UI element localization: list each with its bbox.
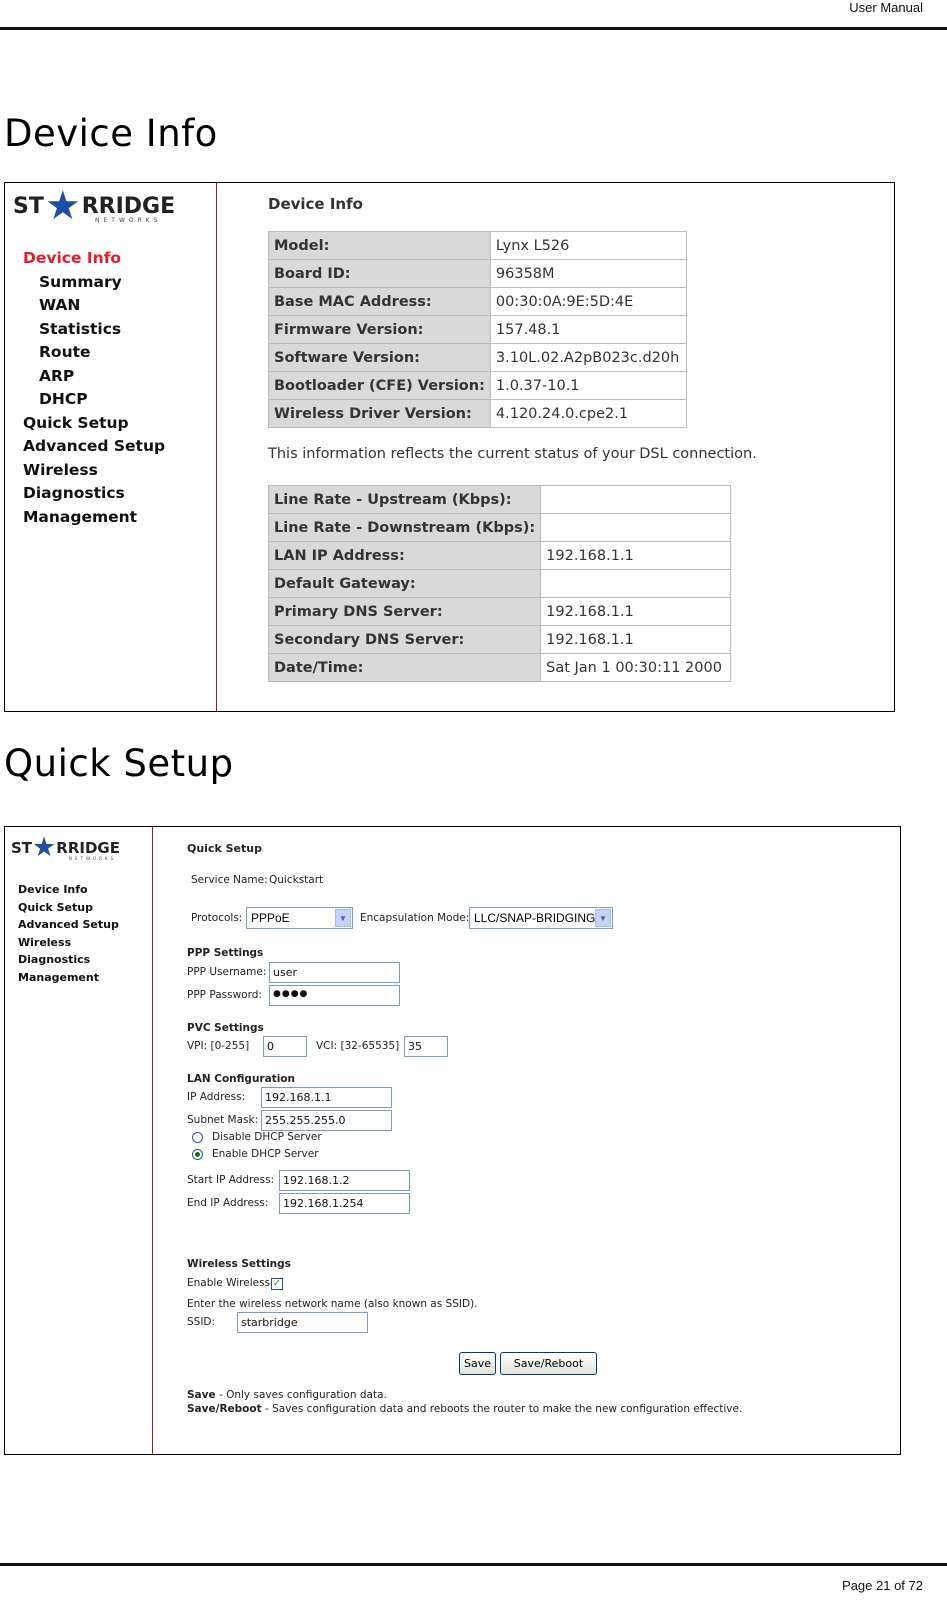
table-row bbox=[269, 232, 687, 260]
ip-address-label: IP Address: bbox=[187, 1091, 246, 1103]
sidebar-item-arp[interactable]: ARP bbox=[39, 366, 75, 385]
device-info-table bbox=[268, 231, 687, 428]
vci-input[interactable]: 35 bbox=[404, 1036, 448, 1057]
save-reboot-button[interactable]: Save/Reboot bbox=[500, 1352, 597, 1375]
protocols-label: Protocols: bbox=[191, 912, 243, 924]
ssid-label: SSID: bbox=[187, 1316, 216, 1328]
quick-setup-screenshot bbox=[4, 826, 901, 1455]
start-ip-label: Start IP Address: bbox=[187, 1174, 275, 1186]
row-value: 192.168.1.1 bbox=[541, 542, 731, 570]
logo bbox=[11, 832, 120, 863]
sidebar-item-device-info[interactable]: Device Info bbox=[23, 249, 122, 267]
row-label: Line Rate - Upstream (Kbps): bbox=[269, 486, 541, 514]
save-reboot-note-text: - Saves configuration data and reboots the router to make the new configuration effective. bbox=[261, 1403, 743, 1415]
pvc-settings-heading: PVC Settings bbox=[187, 1022, 264, 1034]
save-reboot-note bbox=[187, 1403, 742, 1415]
row-value: Lynx L526 bbox=[490, 232, 686, 260]
sidebar-item-wan[interactable]: WAN bbox=[39, 296, 81, 314]
ssid-input[interactable]: starbridge bbox=[237, 1312, 368, 1333]
table-row bbox=[269, 400, 687, 428]
end-ip-input[interactable]: 192.168.1.254 bbox=[279, 1193, 410, 1214]
table-row bbox=[269, 260, 687, 288]
row-label: Line Rate - Downstream (Kbps): bbox=[269, 514, 541, 542]
star-icon: ★ bbox=[44, 183, 81, 229]
table-row bbox=[269, 514, 731, 542]
logo-text-right: RRIDGE bbox=[81, 193, 176, 219]
logo-tagline: NETWORKS bbox=[95, 217, 162, 224]
table-row bbox=[269, 598, 731, 626]
disable-dhcp-label: Disable DHCP Server bbox=[212, 1131, 322, 1143]
row-label: Default Gateway: bbox=[269, 570, 541, 598]
sidebar-item-dhcp[interactable]: DHCP bbox=[39, 390, 88, 408]
encapsulation-value: LLC/SNAP-BRIDGING bbox=[474, 911, 596, 925]
service-name-value: Quickstart bbox=[269, 874, 324, 886]
sidebar-item-quick-setup[interactable]: Quick Setup bbox=[23, 413, 129, 432]
end-ip-label: End IP Address: bbox=[187, 1197, 269, 1209]
row-label: LAN IP Address: bbox=[269, 542, 541, 570]
row-label: Base MAC Address: bbox=[269, 288, 491, 316]
table-row bbox=[269, 542, 731, 570]
logo-text-left: ST bbox=[13, 193, 44, 219]
section-title-device-info: Device Info bbox=[4, 112, 218, 155]
row-value: 00:30:0A:9E:5D:4E bbox=[490, 288, 686, 316]
encapsulation-label: Encapsulation Mode: bbox=[360, 912, 470, 924]
page-number: Page 21 of 72 bbox=[842, 1578, 923, 1593]
row-value bbox=[541, 486, 731, 514]
sidebar-item-wireless[interactable]: Wireless bbox=[23, 460, 98, 479]
sidebar-item-management[interactable]: Management bbox=[23, 507, 138, 526]
table-row bbox=[269, 344, 687, 372]
enable-wireless-label: Enable Wireless bbox=[187, 1277, 271, 1289]
enable-wireless-checkbox[interactable]: ✓ bbox=[272, 1278, 282, 1289]
save-note-term: Save bbox=[187, 1389, 216, 1401]
table-row bbox=[269, 570, 731, 598]
row-label: Wireless Driver Version: bbox=[269, 400, 491, 428]
sidebar-item-route[interactable]: Route bbox=[39, 343, 91, 361]
wireless-settings-heading: Wireless Settings bbox=[187, 1258, 291, 1270]
status-note: This information reflects the current status of your DSL connection. bbox=[268, 446, 757, 462]
chevron-down-icon: ▼ bbox=[595, 909, 611, 927]
sidebar-nav bbox=[23, 247, 165, 529]
row-value: 192.168.1.1 bbox=[541, 598, 731, 626]
start-ip-input[interactable]: 192.168.1.2 bbox=[279, 1170, 410, 1191]
page-header: User Manual bbox=[849, 0, 923, 15]
ssid-note: Enter the wireless network name (also known as SSID). bbox=[187, 1298, 478, 1310]
vpi-label: VPI: [0-255] bbox=[187, 1040, 250, 1052]
logo-text-right: RRIDGE bbox=[56, 839, 120, 857]
sidebar-item-management[interactable]: Management bbox=[18, 970, 99, 984]
sidebar-item-quick-setup[interactable]: Quick Setup bbox=[18, 900, 93, 914]
table-row bbox=[269, 654, 731, 682]
row-value: 157.48.1 bbox=[490, 316, 686, 344]
sidebar-item-statistics[interactable]: Statistics bbox=[39, 319, 122, 338]
lan-configuration-heading: LAN Configuration bbox=[187, 1073, 295, 1085]
sidebar-nav bbox=[18, 881, 119, 986]
row-value bbox=[541, 514, 731, 542]
sidebar-item-advanced-setup[interactable]: Advanced Setup bbox=[18, 918, 119, 931]
page-title: Device Info bbox=[268, 195, 363, 213]
chevron-down-icon: ▼ bbox=[335, 909, 351, 927]
save-note bbox=[187, 1389, 387, 1401]
ppp-username-label: PPP Username: bbox=[187, 966, 267, 978]
row-value bbox=[541, 570, 731, 598]
sidebar-item-wireless[interactable]: Wireless bbox=[18, 935, 72, 949]
row-value: 96358M bbox=[490, 260, 686, 288]
page-title: Quick Setup bbox=[187, 842, 262, 855]
connection-status-table bbox=[268, 485, 731, 682]
vpi-input[interactable]: 0 bbox=[263, 1036, 307, 1057]
row-label: Model: bbox=[269, 232, 491, 260]
row-value: 3.10L.02.A2pB023c.d20h bbox=[490, 344, 686, 372]
ppp-username-input[interactable]: user bbox=[269, 962, 400, 983]
row-label: Software Version: bbox=[269, 344, 491, 372]
row-value: Sat Jan 1 00:30:11 2000 bbox=[541, 654, 731, 682]
save-reboot-note-term: Save/Reboot bbox=[187, 1403, 262, 1415]
sidebar-item-advanced-setup[interactable]: Advanced Setup bbox=[23, 437, 166, 455]
row-value: 4.120.24.0.cpe2.1 bbox=[490, 400, 686, 428]
encapsulation-select[interactable] bbox=[469, 907, 613, 929]
ppp-password-label: PPP Password: bbox=[187, 989, 262, 1001]
logo-tagline: NETWORKS bbox=[69, 856, 117, 861]
ip-address-input[interactable]: 192.168.1.1 bbox=[261, 1087, 392, 1108]
table-row bbox=[269, 288, 687, 316]
sidebar bbox=[5, 827, 153, 1454]
service-name-label: Service Name: bbox=[191, 874, 268, 886]
table-row bbox=[269, 486, 731, 514]
row-value: 1.0.37-10.1 bbox=[490, 372, 686, 400]
subnet-mask-label: Subnet Mask: bbox=[187, 1114, 259, 1126]
vci-label: VCI: [32-65535] bbox=[316, 1040, 400, 1052]
ppp-settings-heading: PPP Settings bbox=[187, 947, 264, 959]
disable-dhcp-radio[interactable] bbox=[192, 1132, 203, 1143]
row-label: Primary DNS Server: bbox=[269, 598, 541, 626]
logo-text-left: ST bbox=[11, 839, 33, 857]
table-row bbox=[269, 372, 687, 400]
device-info-screenshot bbox=[4, 182, 895, 712]
protocols-select[interactable] bbox=[246, 907, 353, 929]
row-label: Bootloader (CFE) Version: bbox=[269, 372, 491, 400]
subnet-mask-input[interactable]: 255.255.255.0 bbox=[261, 1110, 392, 1131]
sidebar-item-summary[interactable]: Summary bbox=[39, 272, 122, 291]
protocols-value: PPPoE bbox=[251, 911, 290, 925]
save-button[interactable]: Save bbox=[459, 1352, 496, 1375]
row-label: Board ID: bbox=[269, 260, 491, 288]
enable-dhcp-label: Enable DHCP Server bbox=[212, 1148, 319, 1160]
save-note-text: - Only saves configuration data. bbox=[215, 1389, 387, 1401]
table-row bbox=[269, 316, 687, 344]
footer-rule bbox=[0, 1563, 947, 1566]
row-value: 192.168.1.1 bbox=[541, 626, 731, 654]
star-icon: ★ bbox=[32, 832, 57, 863]
enable-dhcp-radio[interactable] bbox=[192, 1149, 203, 1160]
row-label: Date/Time: bbox=[269, 654, 541, 682]
header-rule bbox=[0, 27, 947, 30]
sidebar-item-diagnostics[interactable]: Diagnostics bbox=[23, 484, 125, 502]
sidebar bbox=[5, 183, 217, 711]
table-row bbox=[269, 626, 731, 654]
row-label: Firmware Version: bbox=[269, 316, 491, 344]
sidebar-item-device-info[interactable]: Device Info bbox=[18, 883, 88, 896]
section-title-quick-setup: Quick Setup bbox=[4, 742, 234, 785]
row-label: Secondary DNS Server: bbox=[269, 626, 541, 654]
sidebar-item-diagnostics[interactable]: Diagnostics bbox=[18, 953, 91, 966]
ppp-password-input[interactable]: ●●●● bbox=[269, 985, 400, 1006]
logo bbox=[13, 183, 176, 229]
